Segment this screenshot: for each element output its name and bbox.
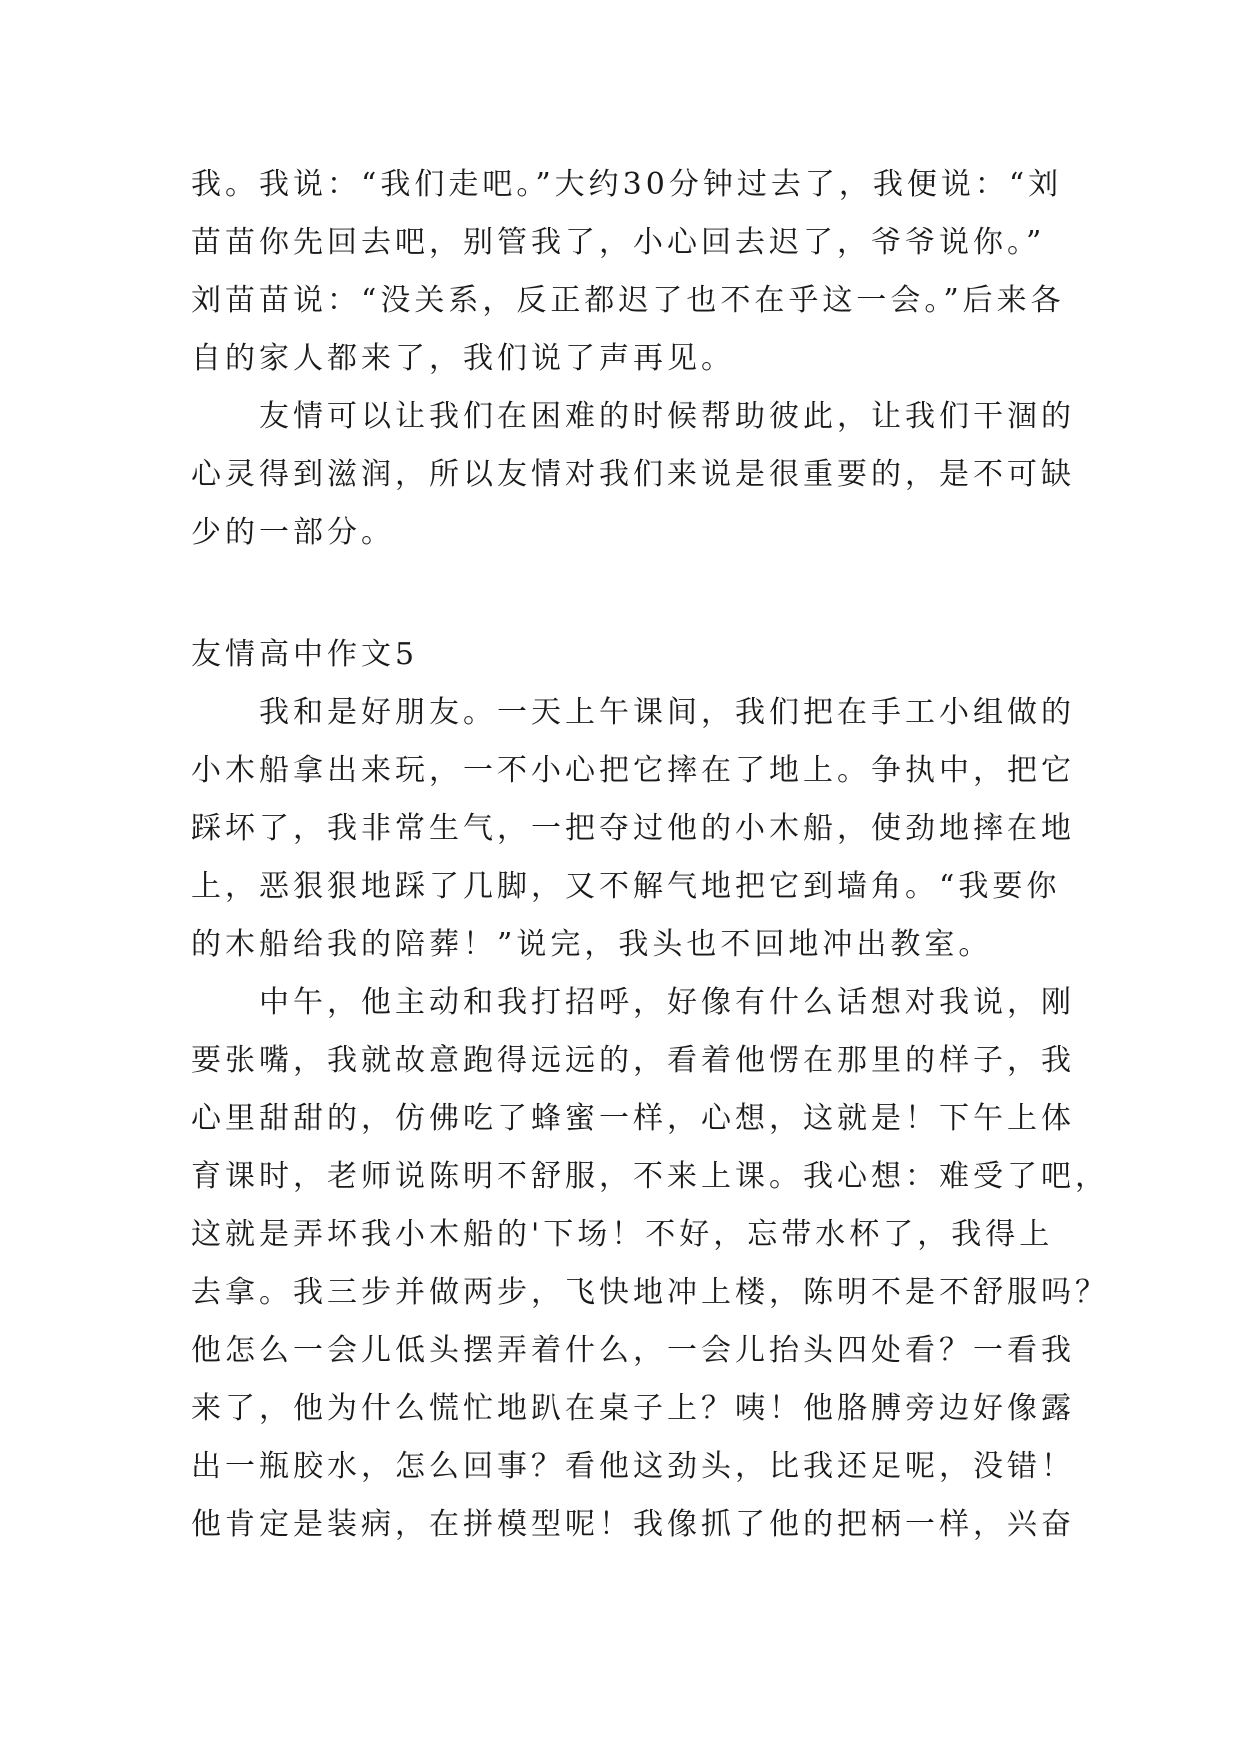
section-title: 友情高中作文5 xyxy=(191,637,419,672)
paragraph xyxy=(191,388,1075,562)
text-line: 去拿。我三步并做两步，飞快地冲上楼，陈明不是不舒服吗？ xyxy=(191,1275,1109,1310)
text-line: 少的一部分。 xyxy=(191,515,395,550)
text-line: 自的家人都来了，我们说了声再见。 xyxy=(191,341,735,376)
text-line: 心灵得到滋润，所以友情对我们来说是很重要的，是不可缺 xyxy=(191,457,1075,492)
text-line: 要张嘴，我就故意跑得远远的，看着他愣在那里的样子，我 xyxy=(191,1043,1075,1078)
text-line: 刘苗苗说：“没关系，反正都迟了也不在乎这一会。”后来各 xyxy=(191,283,1065,318)
text-line: 这就是弄坏我小木船的'下场！不好，忘带水杯了，我得上 xyxy=(191,1217,1054,1252)
paragraph xyxy=(191,156,1065,388)
text-line: 上，恶狠狠地踩了几脚，又不解气地把它到墙角。“我要你 xyxy=(191,869,1061,904)
text-line: 他肯定是装病，在拼模型呢！我像抓了他的把柄一样，兴奋 xyxy=(191,1507,1075,1542)
text-line: 心里甜甜的，仿佛吃了蜂蜜一样，心想，这就是！下午上体 xyxy=(191,1101,1075,1136)
text-line: 小木船拿出来玩，一不小心把它摔在了地上。争执中，把它 xyxy=(191,753,1075,788)
paragraph xyxy=(191,684,1075,974)
text-line: 友情可以让我们在困难的时候帮助彼此，让我们干涸的 xyxy=(259,399,1075,434)
text-line: 中午，他主动和我打招呼，好像有什么话想对我说，刚 xyxy=(259,985,1075,1020)
text-line: 苗苗你先回去吧，别管我了，小心回去迟了，爷爷说你。” xyxy=(191,225,1046,260)
text-line: 育课时，老师说陈明不舒服，不来上课。我心想：难受了吧， xyxy=(191,1159,1109,1194)
document-body xyxy=(191,156,1109,1554)
text-line: 他怎么一会儿低头摆弄着什么，一会儿抬头四处看？一看我 xyxy=(191,1333,1075,1368)
blank-line xyxy=(191,562,1051,620)
text-line: 的木船给我的陪葬！”说完，我头也不回地冲出教室。 xyxy=(191,927,993,962)
text-line: 踩坏了，我非常生气，一把夺过他的小木船，使劲地摔在地 xyxy=(191,811,1075,846)
text-line: 来了，他为什么慌忙地趴在桌子上？咦！他胳膊旁边好像露 xyxy=(191,1391,1075,1426)
text-line: 出一瓶胶水，怎么回事？看他这劲头，比我还足呢，没错！ xyxy=(191,1449,1075,1484)
text-line: 我。我说：“我们走吧。”大约30分钟过去了，我便说：“刘 xyxy=(191,167,1063,202)
paragraph xyxy=(191,974,1109,1554)
text-line: 我和是好朋友。一天上午课间，我们把在手工小组做的 xyxy=(259,695,1075,730)
